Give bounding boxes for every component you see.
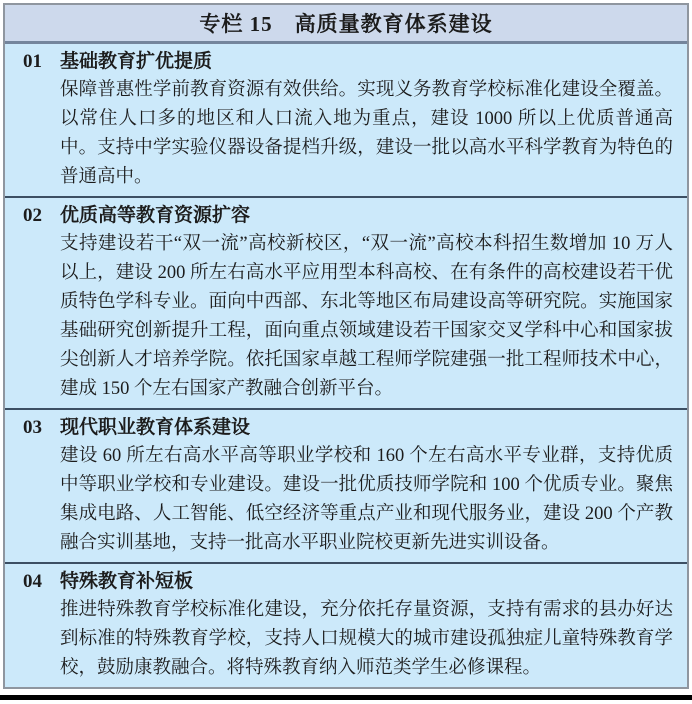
page-rule-divider <box>0 695 692 700</box>
section-special-education <box>5 562 687 687</box>
section-number: 01 <box>23 51 42 72</box>
section-title: 基础教育扩优提质 <box>60 51 213 72</box>
policy-box <box>3 3 689 689</box>
section-number: 04 <box>23 571 42 592</box>
section-body: 建设 60 所左右高水平高等职业学校和 160 个左右高水平专业群，支持优质中等职业学校和专业建设。建设一批优质技师学院和 100 个优质专业。聚焦集成电路、人工智能、低空经济等重点产业和现代服务业，建设 200 个产教融合实训基地，支持一批高水平职业院校更新先进实训设备。 <box>60 446 673 553</box>
section-higher-education <box>5 196 687 408</box>
section-number: 02 <box>23 205 42 226</box>
box-title: 专栏 15 高质量教育体系建设 <box>5 5 687 44</box>
section-title: 特殊教育补短板 <box>60 571 194 592</box>
section-title: 现代职业教育体系建设 <box>60 417 251 438</box>
section-body: 支持建设若干“双一流”高校新校区，“双一流”高校本科招生数增加 10 万人以上，建设 200 所左右高水平应用型本科高校、在有条件的高校建设若干优质特色学科专业。面向中西部、东北等地区布局建设高等研究院。实施国家基础研究创新提升工程，面向重点领域建设若干国家交叉学科中心和国家拔尖创新人才培养学院。依托国家卓越工程师学院建强一批工程师技术中心，建成 150 个左右国家产教融合创新平台。 <box>60 234 673 399</box>
section-body: 推进特殊教育学校标准化建设，充分依托存量资源，支持有需求的县办好达到标准的特殊教育学校，支持人口规模大的城市建设孤独症儿童特殊教育学校，鼓励康教融合。将特殊教育纳入师范类学生必修课程。 <box>60 600 673 678</box>
section-number: 03 <box>23 417 42 438</box>
section-title: 优质高等教育资源扩容 <box>60 205 251 226</box>
section-basic-education <box>5 44 687 196</box>
section-vocational-education <box>5 408 687 562</box>
section-body: 保障普惠性学前教育资源有效供给。实现义务教育学校标准化建设全覆盖。以常住人口多的地区和人口流入地为重点，建设 1000 所以上优质普通高中。支持中学实验仪器设备提档升级，建设一批以高水平科学教育为特色的普通高中。 <box>60 80 673 187</box>
